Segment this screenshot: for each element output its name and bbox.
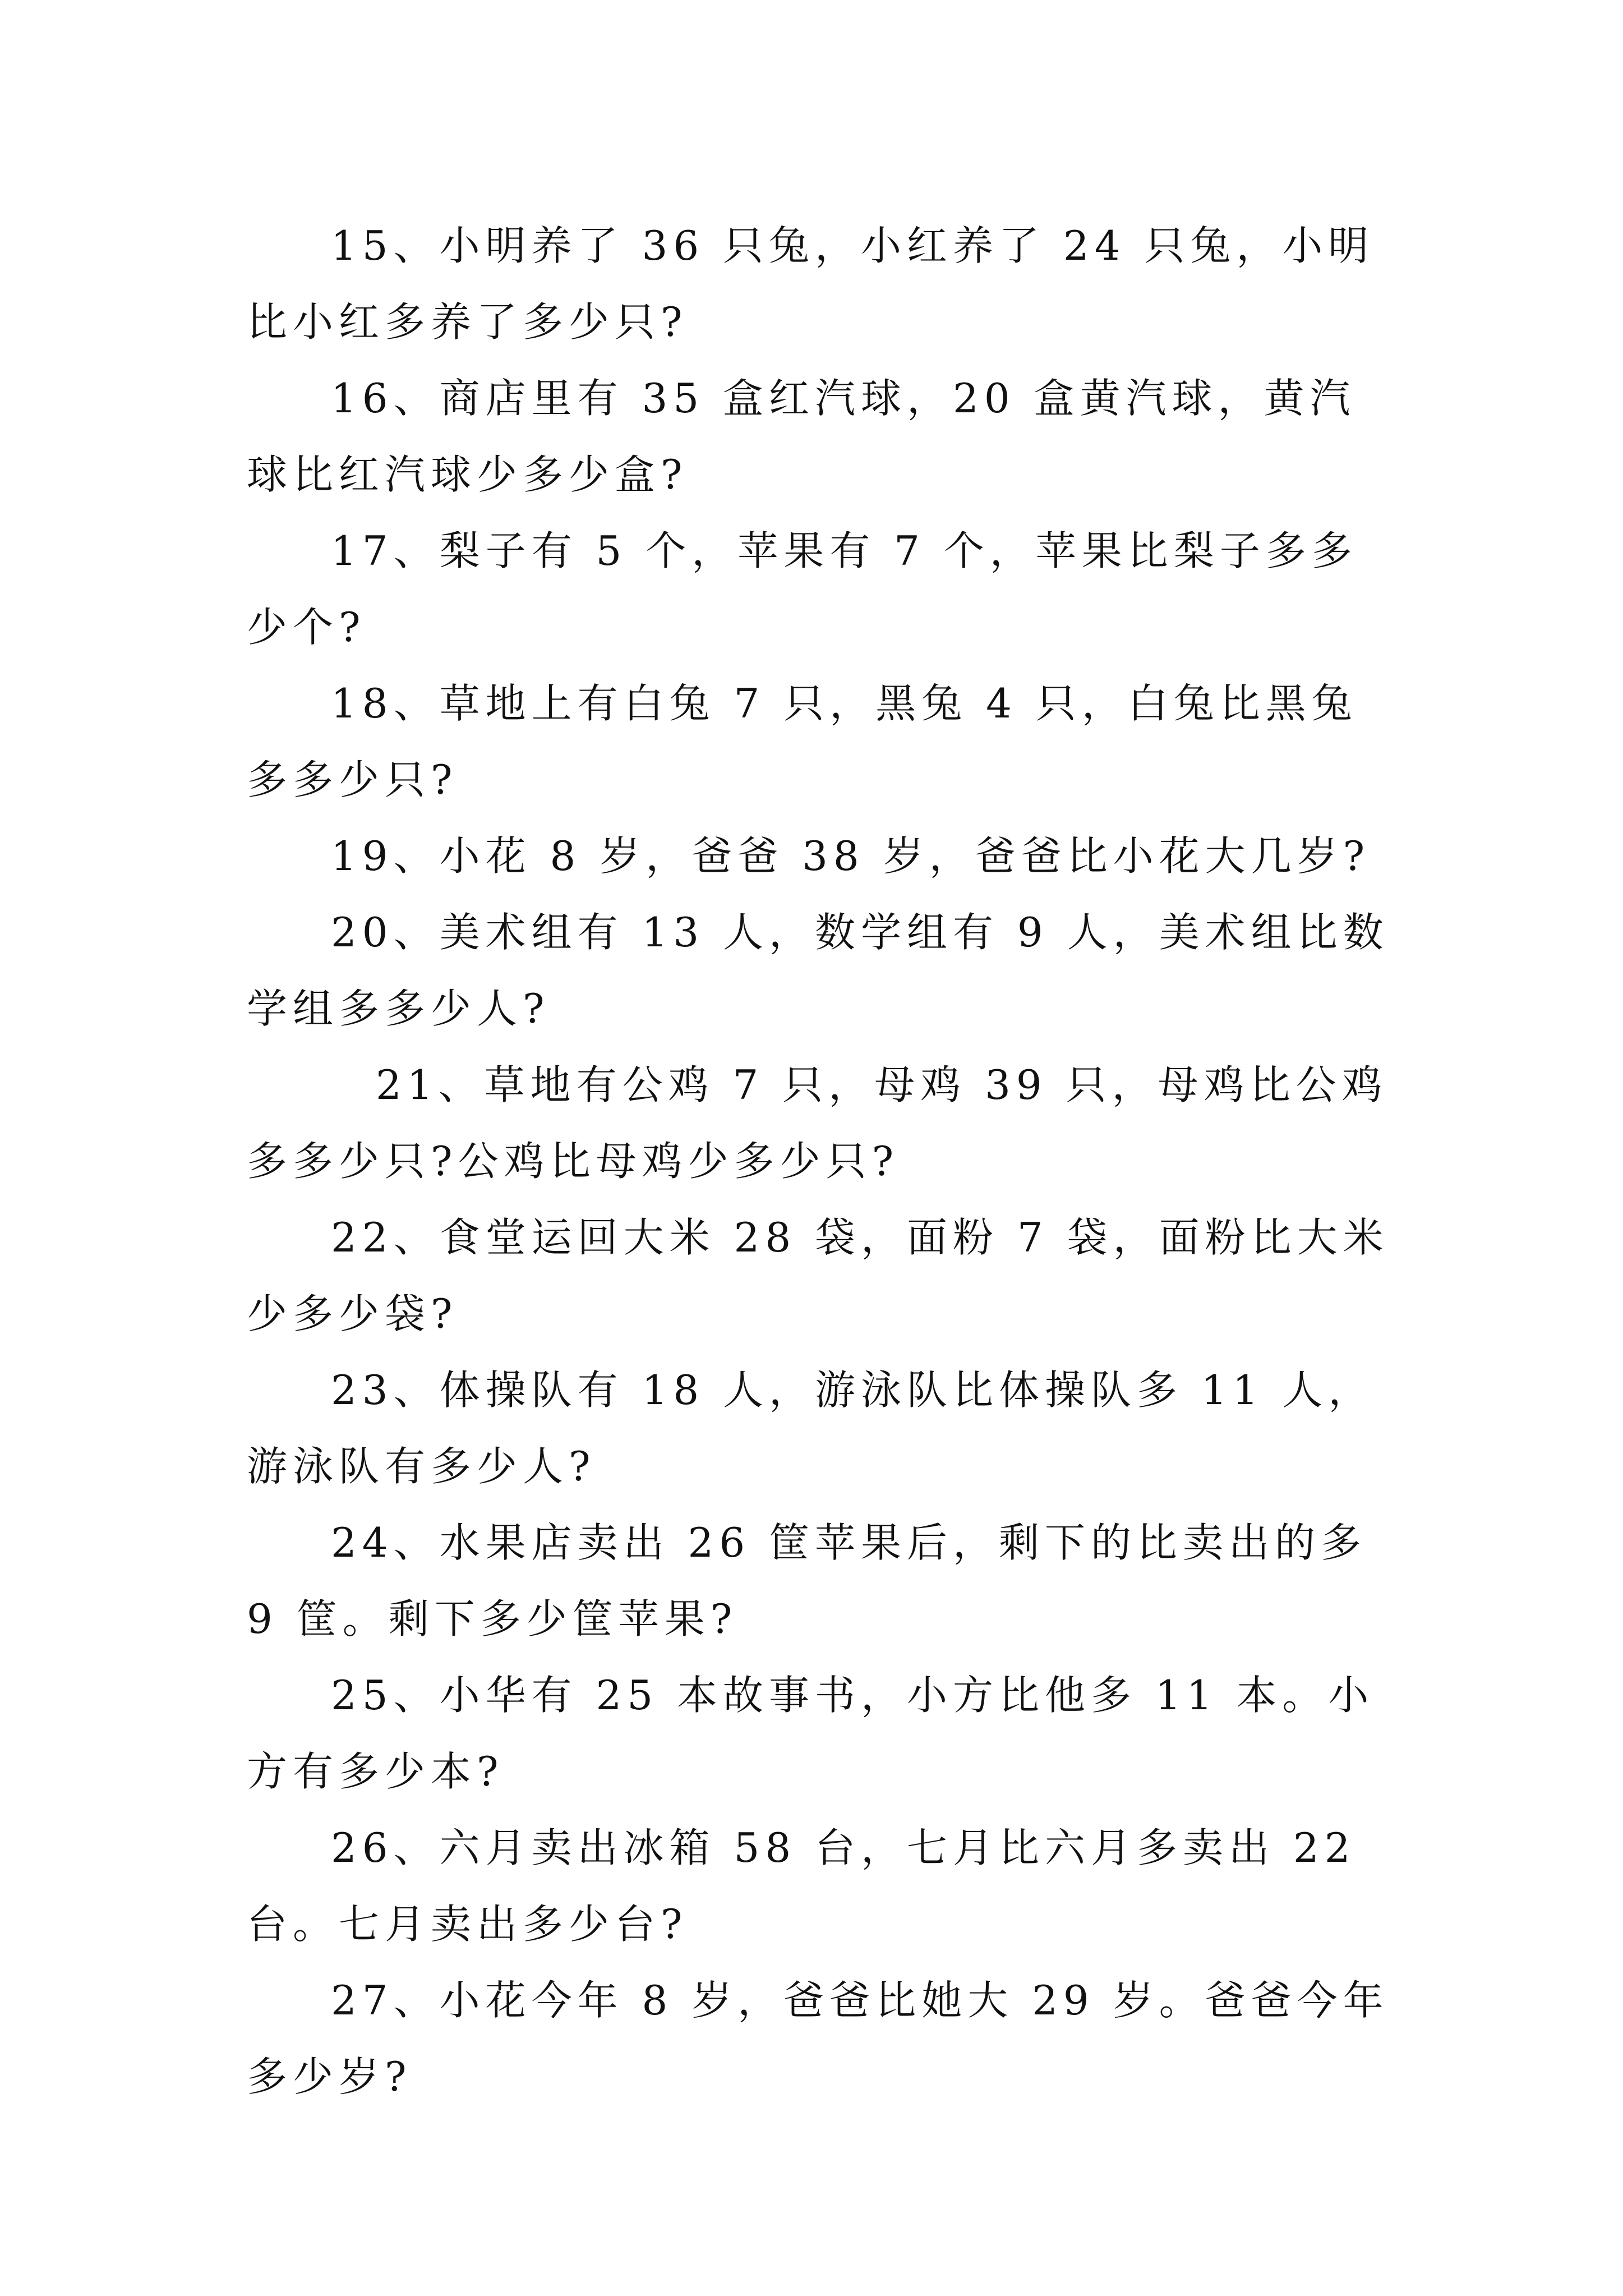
problem-27: 27、小花今年 8 岁，爸爸比她大 29 岁。爸爸今年多少岁? bbox=[247, 1977, 1389, 2100]
problem-list bbox=[247, 208, 1391, 2115]
problem-26: 26、六月卖出冰箱 58 台，七月比六月多卖出 22 台。七月卖出多少台? bbox=[247, 1824, 1356, 1948]
problem-24: 24、水果店卖出 26 筐苹果后，剩下的比卖出的多 9 筐。剩下多少筐苹果? bbox=[247, 1519, 1367, 1642]
problem-19: 19、小花 8 岁，爸爸 38 岁，爸爸比小花大几岁? bbox=[331, 832, 1371, 880]
problem-25: 25、小华有 25 本故事书，小方比他多 11 本。小方有多少本? bbox=[247, 1672, 1375, 1795]
problem-23: 23、体操队有 18 人，游泳队比体操队多 11 人，游泳队有多少人? bbox=[247, 1366, 1375, 1490]
problem-17: 17、梨子有 5 个，苹果有 7 个，苹果比梨子多多少个? bbox=[247, 527, 1358, 651]
problem-18: 18、草地上有白兔 7 只，黑兔 4 只，白兔比黑兔多多少只? bbox=[247, 680, 1358, 803]
problem-22: 22、食堂运回大米 28 袋，面粉 7 袋，面粉比大米少多少袋? bbox=[247, 1214, 1389, 1337]
problem-20: 20、美术组有 13 人，数学组有 9 人，美术组比数学组多多少人? bbox=[247, 909, 1389, 1032]
problem-21: 21、草地有公鸡 7 只，母鸡 39 只，母鸡比公鸡多多少只?公鸡比母鸡少多少只? bbox=[247, 1061, 1388, 1185]
problem-15: 15、小明养了 36 只兔，小红养了 24 只兔，小明比小红多养了多少只? bbox=[247, 222, 1375, 346]
problem-16: 16、商店里有 35 盒红汽球，20 盒黄汽球，黄汽球比红汽球少多少盒? bbox=[247, 375, 1356, 498]
